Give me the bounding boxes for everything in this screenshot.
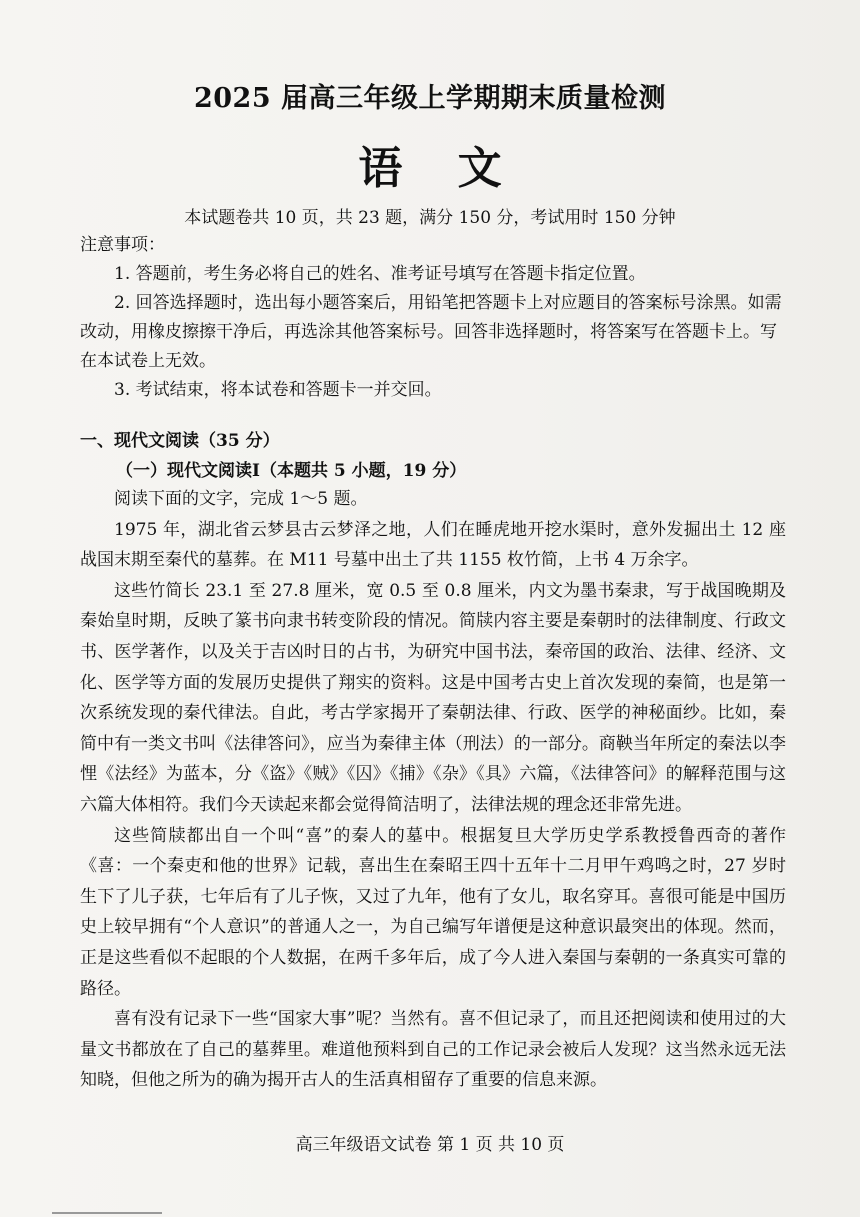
notice-item: 1. 答题前，考生务必将自己的姓名、准考证号填写在答题卡指定位置。 <box>114 264 646 284</box>
reading-passage <box>80 484 786 1096</box>
scan-edge-mark <box>52 1212 162 1214</box>
notice-item: 2. 回答选择题时，选出每小题答案后，用铅笔把答题卡上对应题目的答案标号涂黑。如需改动，用橡皮擦擦干净后，再选涂其他答案标号。回答非选择题时，将答案写在答题卡上。写在本试卷上无效。 <box>80 293 782 371</box>
exam-title: 2025 届高三年级上学期期末质量检测 <box>193 83 667 114</box>
reading-instruction: 阅读下面的文字，完成 1～5 题。 <box>114 489 368 509</box>
passage-paragraph: 1975 年，湖北省云梦县古云梦泽之地，人们在睡虎地开挖水渠时，意外发掘出土 12 座战国末期至秦代的墓葬。在 M11 号墓中出土了共 1155 枚竹简，上书 4 万余字。 <box>80 519 786 571</box>
exam-info: 本试题卷共 10 页，共 23 题，满分 150 分，考试用时 150 分钟 <box>184 208 676 228</box>
notice-block <box>80 231 790 405</box>
passage-paragraph: 这些简牍都出自一个叫“喜”的秦人的墓中。根据复旦大学历史学系教授鲁西奇的著作《喜：一个秦吏和他的世界》记载，喜出生在秦昭王四十五年十二月甲午鸡鸣之时，27 岁时生下了儿子获，七年后有了儿子恢，又过了九年，他有了女儿，取名穿耳。喜很可能是中国历史上较早拥有“个人意识”的普通人之一，为自己编写年谱便是这种意识最突出的体现。然而，正是这些看似不起眼的个人数据，在两千多年后，成了今人进入秦国与秦朝的一条真实可靠的路径。 <box>80 825 786 999</box>
section-heading: 一、现代文阅读（35 分） <box>80 431 280 451</box>
notice-heading: 注意事项： <box>80 235 165 255</box>
passage-paragraph: 这些竹简长 23.1 至 27.8 厘米，宽 0.5 至 0.8 厘米，内文为墨书秦隶，写于战国晚期及秦始皇时期，反映了篆书向隶书转变阶段的情况。简牍内容主要是秦朝时的法律制度、行政文书、医学著作，以及关于吉凶时日的占书，为研究中国书法，秦帝国的政治、法律、经济、文化、医学等方面的发展历史提供了翔实的资料。这是中国考古史上首次发现的秦简，也是第一次系统发现的秦代律法。自此，考古学家揭开了秦朝法律、行政、医学的神秘面纱。比如，秦简中有一类文书叫《法律答问》，应当为秦律主体（刑法）的一部分。商鞅当年所定的秦法以李悝《法经》为蓝本，分《盗》《贼》《囚》《捕》《杂》《具》六篇，《法律答问》的解释范围与这六篇大体相符。我们今天读起来都会觉得简洁明了，法律法规的理念还非常先进。 <box>80 580 786 815</box>
passage-paragraph: 喜有没有记录下一些“国家大事”呢？当然有。喜不但记录了，而且还把阅读和使用过的大量文书都放在了自己的墓葬里。难道他预料到自己的工作记录会被后人发现？这当然永远无法知晓，但他之所为的确为揭开古人的生活真相留存了重要的信息来源。 <box>80 1009 786 1091</box>
subsection-heading: （一）现代文阅读Ⅰ（本题共 5 小题，19 分） <box>116 461 467 481</box>
subject-title: 语 文 <box>358 143 522 194</box>
notice-item: 3. 考试结束，将本试卷和答题卡一并交回。 <box>114 380 442 400</box>
page-footer: 高三年级语文试卷 第 1 页 共 10 页 <box>295 1135 565 1155</box>
